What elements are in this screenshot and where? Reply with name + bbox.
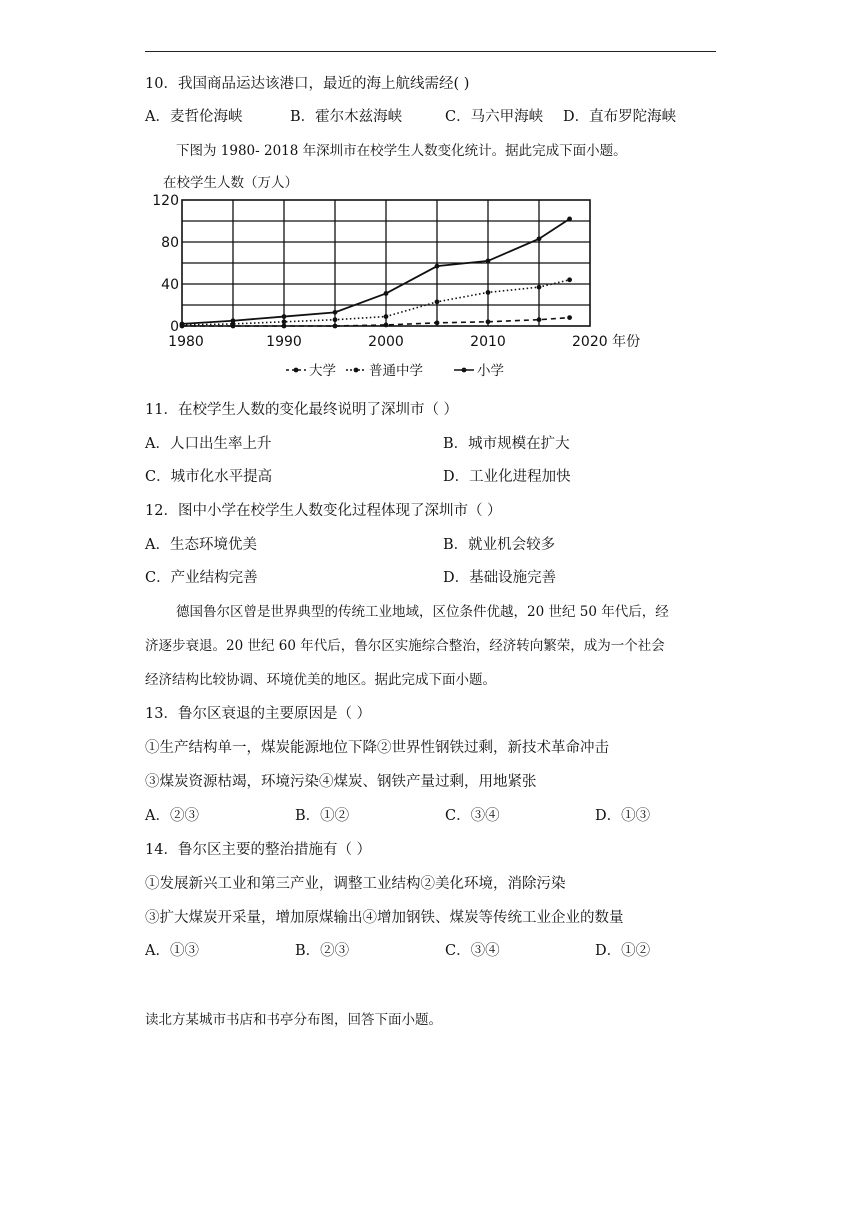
x-tick-label: 2010: [470, 334, 506, 350]
q10-option-c: C．马六甲海峡: [445, 109, 544, 125]
q12-option-b: B．就业机会较多: [443, 537, 556, 553]
data-point: [486, 259, 491, 264]
intro-ruhr-line-1: 德国鲁尔区曾是世界典型的传统工业地域，区位条件优越，20 世纪 50 年代后，经: [176, 604, 669, 620]
q12-stem: 12．图中小学在校学生人数变化过程体现了深圳市（ ）: [145, 503, 502, 519]
intro-ruhr-line-3: 经济结构比较协调、环境优美的地区。据此完成下面小题。: [145, 672, 496, 688]
data-point: [537, 317, 542, 322]
data-point: [537, 236, 542, 241]
legend-label-2: 小学: [477, 363, 504, 379]
q10-option-d: D．直布罗陀海峡: [563, 109, 677, 125]
q13-option-d: D．①③: [595, 808, 651, 824]
y-tick-label: 40: [161, 277, 179, 293]
data-point: [180, 322, 185, 327]
intro-ruhr-line-2: 济逐步衰退。20 世纪 60 年代后，鲁尔区实施综合整治，经济转向繁荣，成为一个社会: [145, 638, 665, 654]
chart-x-ticks: [168, 333, 640, 350]
x-tick-label: 1980: [168, 334, 204, 350]
data-point: [384, 323, 389, 328]
data-point: [567, 315, 572, 320]
q14-stem: 14．鲁尔区主要的整治措施有（ ）: [145, 842, 372, 858]
q10-stem: 10．我国商品运达该港口，最近的海上航线需经( ): [145, 76, 470, 92]
data-point: [282, 314, 287, 319]
y-tick-label: 0: [170, 319, 179, 335]
data-point: [435, 320, 440, 325]
q12-option-a: A．生态环境优美: [145, 537, 257, 553]
legend-marker-0: [294, 368, 299, 373]
q11-option-c: C．城市化水平提高: [145, 469, 273, 485]
q11-stem: 11．在校学生人数的变化最终说明了深圳市（ ）: [145, 402, 459, 418]
q13-stem: 13．鲁尔区衰退的主要原因是（ ）: [145, 706, 372, 722]
intro-shenzhen: 下图为 1980- 2018 年深圳市在校学生人数变化统计。据此完成下面小题。: [176, 143, 627, 159]
data-point: [282, 319, 287, 324]
intro-bookstores: 读北方某城市书店和书亭分布图，回答下面小题。: [145, 1012, 442, 1028]
q12-option-d: D．基础设施完善: [443, 570, 557, 586]
q14-item-line-1: ①发展新兴工业和第三产业，调整工业结构②美化环境，消除污染: [145, 876, 566, 892]
q11-option-b: B．城市规模在扩大: [443, 436, 570, 452]
data-point: [435, 264, 440, 269]
chart-series: [180, 217, 572, 329]
data-point: [333, 310, 338, 315]
data-point: [384, 314, 389, 319]
data-point: [282, 324, 287, 329]
q11-option-a: A．人口出生率上升: [145, 436, 272, 452]
chart-y-ticks: [152, 193, 179, 335]
q13-option-c: C．③④: [445, 808, 500, 824]
legend-label-1: 普通中学: [369, 363, 423, 379]
q13-option-a: A．②③: [145, 808, 199, 824]
chart-grid: [182, 200, 590, 326]
data-point: [333, 317, 338, 322]
q13-item-line-1: ①生产结构单一，煤炭能源地位下降②世界性钢铁过剩，新技术革命冲击: [145, 740, 609, 756]
q10-option-b: B．霍尔木兹海峡: [290, 109, 403, 125]
q12-option-c: C．产业结构完善: [145, 570, 258, 586]
student-count-chart: [152, 170, 660, 385]
q14-option-c: C．③④: [445, 943, 500, 959]
y-tick-label: 80: [161, 235, 179, 251]
q14-option-a: A．①③: [145, 943, 199, 959]
x-tick-label: 2020 年份: [572, 334, 641, 350]
q13-option-b: B．①②: [295, 808, 350, 824]
data-point: [486, 319, 491, 324]
series-line-0: [182, 318, 570, 326]
legend-marker-1: [354, 368, 359, 373]
q11-option-d: D．工业化进程加快: [443, 469, 571, 485]
data-point: [333, 324, 338, 329]
data-point: [486, 290, 491, 295]
data-point: [231, 318, 236, 323]
series-line-2: [182, 219, 570, 324]
x-tick-label: 2000: [368, 334, 404, 350]
q14-option-b: B．②③: [295, 943, 350, 959]
q14-item-line-2: ③扩大煤炭开采量，增加原煤输出④增加钢铁、煤炭等传统工业企业的数量: [145, 910, 624, 926]
data-point: [435, 299, 440, 304]
x-tick-label: 1990: [266, 334, 302, 350]
legend-marker-2: [462, 368, 467, 373]
q13-item-line-2: ③煤炭资源枯竭，环境污染④煤炭、钢铁产量过剩，用地紧张: [145, 774, 537, 790]
data-point: [567, 217, 572, 222]
chart-legend: [286, 362, 504, 379]
data-point: [384, 291, 389, 296]
chart-ylabel: 在校学生人数（万人）: [163, 175, 298, 191]
header-rule: [145, 51, 716, 52]
q14-option-d: D．①②: [595, 943, 651, 959]
data-point: [567, 277, 572, 282]
y-tick-label: 120: [152, 193, 179, 209]
q10-option-a: A．麦哲伦海峡: [145, 109, 243, 125]
data-point: [537, 285, 542, 290]
series-line-1: [182, 280, 570, 325]
legend-label-0: 大学: [309, 363, 336, 379]
